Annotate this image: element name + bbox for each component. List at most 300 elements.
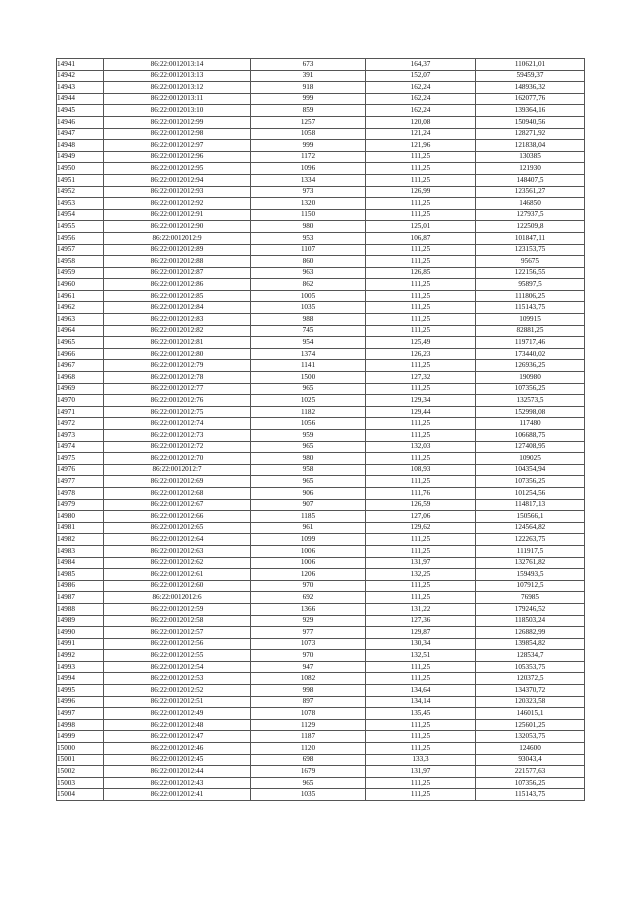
specific-value-cell: 162,24 bbox=[366, 105, 476, 117]
area-cell: 1206 bbox=[251, 569, 366, 581]
table-row bbox=[57, 244, 585, 256]
table-row bbox=[57, 186, 585, 198]
cadastral-value-cell: 152998,08 bbox=[476, 406, 585, 418]
table-row bbox=[57, 128, 585, 140]
cadastral-number-cell: 86:22:0012012:9 bbox=[104, 232, 251, 244]
row-number-cell: 15004 bbox=[57, 789, 104, 801]
area-cell: 980 bbox=[251, 453, 366, 465]
specific-value-cell: 129,62 bbox=[366, 522, 476, 534]
area-cell: 897 bbox=[251, 696, 366, 708]
specific-value-cell: 111,25 bbox=[366, 580, 476, 592]
specific-value-cell: 127,36 bbox=[366, 615, 476, 627]
specific-value-cell: 125,01 bbox=[366, 221, 476, 233]
cadastral-value-cell: 150940,56 bbox=[476, 116, 585, 128]
cadastral-value-cell: 123561,27 bbox=[476, 186, 585, 198]
cadastral-value-cell: 122156,55 bbox=[476, 267, 585, 279]
area-cell: 970 bbox=[251, 650, 366, 662]
table-row bbox=[57, 453, 585, 465]
specific-value-cell: 129,44 bbox=[366, 406, 476, 418]
table-row bbox=[57, 673, 585, 685]
specific-value-cell: 129,34 bbox=[366, 395, 476, 407]
row-number-cell: 14988 bbox=[57, 603, 104, 615]
row-number-cell: 14955 bbox=[57, 221, 104, 233]
cadastral-value-cell: 105353,75 bbox=[476, 661, 585, 673]
specific-value-cell: 131,22 bbox=[366, 603, 476, 615]
table-row bbox=[57, 360, 585, 372]
cadastral-value-cell: 76985 bbox=[476, 592, 585, 604]
specific-value-cell: 127,06 bbox=[366, 511, 476, 523]
table-row bbox=[57, 696, 585, 708]
row-number-cell: 14997 bbox=[57, 708, 104, 720]
area-cell: 1150 bbox=[251, 209, 366, 221]
table-row bbox=[57, 325, 585, 337]
cadastral-number-cell: 86:22:0012012:48 bbox=[104, 719, 251, 731]
row-number-cell: 14966 bbox=[57, 348, 104, 360]
table-row bbox=[57, 754, 585, 766]
cadastral-number-cell: 86:22:0012012:41 bbox=[104, 789, 251, 801]
area-cell: 929 bbox=[251, 615, 366, 627]
cadastral-value-cell: 126936,25 bbox=[476, 360, 585, 372]
table-row bbox=[57, 499, 585, 511]
cadastral-number-cell: 86:22:0012012:85 bbox=[104, 290, 251, 302]
table-row bbox=[57, 789, 585, 801]
row-number-cell: 14991 bbox=[57, 638, 104, 650]
specific-value-cell: 111,25 bbox=[366, 743, 476, 755]
row-number-cell: 14985 bbox=[57, 569, 104, 581]
cadastral-number-cell: 86:22:0012012:76 bbox=[104, 395, 251, 407]
area-cell: 998 bbox=[251, 685, 366, 697]
cadastral-number-cell: 86:22:0012013:10 bbox=[104, 105, 251, 117]
specific-value-cell: 111,25 bbox=[366, 163, 476, 175]
row-number-cell: 14945 bbox=[57, 105, 104, 117]
area-cell: 961 bbox=[251, 522, 366, 534]
row-number-cell: 14944 bbox=[57, 93, 104, 105]
table-row bbox=[57, 406, 585, 418]
area-cell: 977 bbox=[251, 627, 366, 639]
cadastral-value-cell: 59459,37 bbox=[476, 70, 585, 82]
specific-value-cell: 111,25 bbox=[366, 325, 476, 337]
row-number-cell: 15001 bbox=[57, 754, 104, 766]
area-cell: 1257 bbox=[251, 116, 366, 128]
cadastral-number-cell: 86:22:0012012:53 bbox=[104, 673, 251, 685]
cadastral-value-cell: 148936,32 bbox=[476, 82, 585, 94]
cadastral-value-cell: 148407,5 bbox=[476, 174, 585, 186]
table-row bbox=[57, 487, 585, 499]
specific-value-cell: 121,24 bbox=[366, 128, 476, 140]
specific-value-cell: 111,25 bbox=[366, 777, 476, 789]
row-number-cell: 14975 bbox=[57, 453, 104, 465]
specific-value-cell: 164,37 bbox=[366, 59, 476, 71]
table-row bbox=[57, 430, 585, 442]
cadastral-value-table bbox=[56, 58, 585, 801]
area-cell: 1073 bbox=[251, 638, 366, 650]
area-cell: 1187 bbox=[251, 731, 366, 743]
table-row bbox=[57, 511, 585, 523]
cadastral-number-cell: 86:22:0012012:47 bbox=[104, 731, 251, 743]
cadastral-number-cell: 86:22:0012012:58 bbox=[104, 615, 251, 627]
cadastral-number-cell: 86:22:0012012:51 bbox=[104, 696, 251, 708]
table-row bbox=[57, 534, 585, 546]
area-cell: 1185 bbox=[251, 511, 366, 523]
table-row bbox=[57, 569, 585, 581]
area-cell: 1129 bbox=[251, 719, 366, 731]
area-cell: 947 bbox=[251, 661, 366, 673]
specific-value-cell: 111,25 bbox=[366, 290, 476, 302]
cadastral-number-cell: 86:22:0012012:80 bbox=[104, 348, 251, 360]
specific-value-cell: 108,93 bbox=[366, 464, 476, 476]
row-number-cell: 14942 bbox=[57, 70, 104, 82]
cadastral-value-cell: 111806,25 bbox=[476, 290, 585, 302]
table-row bbox=[57, 766, 585, 778]
specific-value-cell: 134,64 bbox=[366, 685, 476, 697]
row-number-cell: 14994 bbox=[57, 673, 104, 685]
row-number-cell: 14971 bbox=[57, 406, 104, 418]
row-number-cell: 14987 bbox=[57, 592, 104, 604]
specific-value-cell: 111,25 bbox=[366, 151, 476, 163]
row-number-cell: 15002 bbox=[57, 766, 104, 778]
cadastral-number-cell: 86:22:0012012:75 bbox=[104, 406, 251, 418]
specific-value-cell: 131,97 bbox=[366, 557, 476, 569]
row-number-cell: 14953 bbox=[57, 198, 104, 210]
cadastral-number-cell: 86:22:0012012:77 bbox=[104, 383, 251, 395]
cadastral-value-cell: 130385 bbox=[476, 151, 585, 163]
cadastral-value-cell: 110621,01 bbox=[476, 59, 585, 71]
specific-value-cell: 111,76 bbox=[366, 487, 476, 499]
row-number-cell: 14952 bbox=[57, 186, 104, 198]
table-row bbox=[57, 661, 585, 673]
area-cell: 906 bbox=[251, 487, 366, 499]
cadastral-value-cell: 179246,52 bbox=[476, 603, 585, 615]
specific-value-cell: 111,25 bbox=[366, 418, 476, 430]
cadastral-number-cell: 86:22:0012012:57 bbox=[104, 627, 251, 639]
table-row bbox=[57, 719, 585, 731]
area-cell: 673 bbox=[251, 59, 366, 71]
cadastral-value-cell: 146015,1 bbox=[476, 708, 585, 720]
cadastral-number-cell: 86:22:0012012:60 bbox=[104, 580, 251, 592]
area-cell: 1141 bbox=[251, 360, 366, 372]
specific-value-cell: 111,25 bbox=[366, 244, 476, 256]
cadastral-number-cell: 86:22:0012012:52 bbox=[104, 685, 251, 697]
row-number-cell: 14962 bbox=[57, 302, 104, 314]
table-row bbox=[57, 151, 585, 163]
row-number-cell: 14950 bbox=[57, 163, 104, 175]
cadastral-value-cell: 109025 bbox=[476, 453, 585, 465]
specific-value-cell: 162,24 bbox=[366, 82, 476, 94]
specific-value-cell: 111,25 bbox=[366, 719, 476, 731]
area-cell: 1366 bbox=[251, 603, 366, 615]
cadastral-value-cell: 134370,72 bbox=[476, 685, 585, 697]
table-row bbox=[57, 592, 585, 604]
row-number-cell: 14976 bbox=[57, 464, 104, 476]
cadastral-value-cell: 127408,95 bbox=[476, 441, 585, 453]
cadastral-value-cell: 173440,02 bbox=[476, 348, 585, 360]
table-row bbox=[57, 93, 585, 105]
area-cell: 1056 bbox=[251, 418, 366, 430]
specific-value-cell: 130,34 bbox=[366, 638, 476, 650]
table-row bbox=[57, 174, 585, 186]
cadastral-number-cell: 86:22:0012012:68 bbox=[104, 487, 251, 499]
cadastral-number-cell: 86:22:0012012:64 bbox=[104, 534, 251, 546]
area-cell: 860 bbox=[251, 256, 366, 268]
cadastral-number-cell: 86:22:0012012:69 bbox=[104, 476, 251, 488]
cadastral-value-cell: 119717,46 bbox=[476, 337, 585, 349]
cadastral-value-cell: 114817,13 bbox=[476, 499, 585, 511]
table-row bbox=[57, 59, 585, 71]
cadastral-value-cell: 111917,5 bbox=[476, 545, 585, 557]
table-row bbox=[57, 290, 585, 302]
table-row bbox=[57, 545, 585, 557]
cadastral-value-cell: 123153,75 bbox=[476, 244, 585, 256]
cadastral-value-cell: 93043,4 bbox=[476, 754, 585, 766]
cadastral-number-cell: 86:22:0012012:43 bbox=[104, 777, 251, 789]
row-number-cell: 14972 bbox=[57, 418, 104, 430]
row-number-cell: 14999 bbox=[57, 731, 104, 743]
area-cell: 1107 bbox=[251, 244, 366, 256]
area-cell: 970 bbox=[251, 580, 366, 592]
cadastral-value-cell: 120372,5 bbox=[476, 673, 585, 685]
specific-value-cell: 111,25 bbox=[366, 731, 476, 743]
cadastral-number-cell: 86:22:0012012:55 bbox=[104, 650, 251, 662]
cadastral-value-cell: 95675 bbox=[476, 256, 585, 268]
row-number-cell: 14973 bbox=[57, 430, 104, 442]
table-row bbox=[57, 82, 585, 94]
specific-value-cell: 133,3 bbox=[366, 754, 476, 766]
row-number-cell: 15003 bbox=[57, 777, 104, 789]
area-cell: 1099 bbox=[251, 534, 366, 546]
row-number-cell: 14948 bbox=[57, 140, 104, 152]
specific-value-cell: 111,25 bbox=[366, 302, 476, 314]
cadastral-value-cell: 132761,82 bbox=[476, 557, 585, 569]
table-row bbox=[57, 650, 585, 662]
cadastral-value-cell: 121838,04 bbox=[476, 140, 585, 152]
cadastral-number-cell: 86:22:0012012:88 bbox=[104, 256, 251, 268]
cadastral-value-cell: 132573,5 bbox=[476, 395, 585, 407]
table-row bbox=[57, 418, 585, 430]
cadastral-number-cell: 86:22:0012012:66 bbox=[104, 511, 251, 523]
specific-value-cell: 135,45 bbox=[366, 708, 476, 720]
specific-value-cell: 131,97 bbox=[366, 766, 476, 778]
row-number-cell: 14998 bbox=[57, 719, 104, 731]
cadastral-number-cell: 86:22:0012012:99 bbox=[104, 116, 251, 128]
cadastral-value-cell: 124600 bbox=[476, 743, 585, 755]
area-cell: 988 bbox=[251, 314, 366, 326]
row-number-cell: 14961 bbox=[57, 290, 104, 302]
cadastral-number-cell: 86:22:0012012:70 bbox=[104, 453, 251, 465]
specific-value-cell: 111,25 bbox=[366, 789, 476, 801]
table-row bbox=[57, 348, 585, 360]
area-cell: 1334 bbox=[251, 174, 366, 186]
cadastral-value-cell: 146850 bbox=[476, 198, 585, 210]
row-number-cell: 14979 bbox=[57, 499, 104, 511]
cadastral-number-cell: 86:22:0012013:12 bbox=[104, 82, 251, 94]
table-row bbox=[57, 314, 585, 326]
table-row bbox=[57, 279, 585, 291]
cadastral-value-cell: 118503,24 bbox=[476, 615, 585, 627]
row-number-cell: 14977 bbox=[57, 476, 104, 488]
cadastral-number-cell: 86:22:0012012:45 bbox=[104, 754, 251, 766]
cadastral-value-cell: 121930 bbox=[476, 163, 585, 175]
row-number-cell: 14970 bbox=[57, 395, 104, 407]
cadastral-value-cell: 115143,75 bbox=[476, 302, 585, 314]
table-row bbox=[57, 731, 585, 743]
table-row bbox=[57, 615, 585, 627]
cadastral-number-cell: 86:22:0012013:13 bbox=[104, 70, 251, 82]
cadastral-value-cell: 95897,5 bbox=[476, 279, 585, 291]
area-cell: 1120 bbox=[251, 743, 366, 755]
cadastral-number-cell: 86:22:0012013:11 bbox=[104, 93, 251, 105]
table-row bbox=[57, 395, 585, 407]
cadastral-number-cell: 86:22:0012012:79 bbox=[104, 360, 251, 372]
area-cell: 1182 bbox=[251, 406, 366, 418]
cadastral-number-cell: 86:22:0012012:86 bbox=[104, 279, 251, 291]
row-number-cell: 15000 bbox=[57, 743, 104, 755]
cadastral-number-cell: 86:22:0012012:54 bbox=[104, 661, 251, 673]
specific-value-cell: 111,25 bbox=[366, 592, 476, 604]
area-cell: 1320 bbox=[251, 198, 366, 210]
area-cell: 965 bbox=[251, 441, 366, 453]
cadastral-number-cell: 86:22:0012012:95 bbox=[104, 163, 251, 175]
row-number-cell: 14995 bbox=[57, 685, 104, 697]
specific-value-cell: 126,59 bbox=[366, 499, 476, 511]
row-number-cell: 14996 bbox=[57, 696, 104, 708]
row-number-cell: 14949 bbox=[57, 151, 104, 163]
row-number-cell: 14993 bbox=[57, 661, 104, 673]
cadastral-value-cell: 132053,75 bbox=[476, 731, 585, 743]
row-number-cell: 14960 bbox=[57, 279, 104, 291]
row-number-cell: 14969 bbox=[57, 383, 104, 395]
row-number-cell: 14954 bbox=[57, 209, 104, 221]
area-cell: 391 bbox=[251, 70, 366, 82]
table-row bbox=[57, 372, 585, 384]
cadastral-number-cell: 86:22:0012012:73 bbox=[104, 430, 251, 442]
area-cell: 1006 bbox=[251, 545, 366, 557]
table-row bbox=[57, 267, 585, 279]
cadastral-number-cell: 86:22:0012012:97 bbox=[104, 140, 251, 152]
table-row bbox=[57, 743, 585, 755]
cadastral-value-cell: 104354,94 bbox=[476, 464, 585, 476]
specific-value-cell: 111,25 bbox=[366, 174, 476, 186]
table-row bbox=[57, 708, 585, 720]
row-number-cell: 14978 bbox=[57, 487, 104, 499]
specific-value-cell: 111,25 bbox=[366, 314, 476, 326]
table-row bbox=[57, 441, 585, 453]
table-body bbox=[57, 59, 585, 801]
cadastral-number-cell: 86:22:0012012:7 bbox=[104, 464, 251, 476]
area-cell: 1679 bbox=[251, 766, 366, 778]
area-cell: 1078 bbox=[251, 708, 366, 720]
cadastral-number-cell: 86:22:0012013:14 bbox=[104, 59, 251, 71]
specific-value-cell: 126,85 bbox=[366, 267, 476, 279]
area-cell: 1374 bbox=[251, 348, 366, 360]
cadastral-value-cell: 107912,5 bbox=[476, 580, 585, 592]
area-cell: 1500 bbox=[251, 372, 366, 384]
specific-value-cell: 129,87 bbox=[366, 627, 476, 639]
table-row bbox=[57, 522, 585, 534]
cadastral-number-cell: 86:22:0012012:63 bbox=[104, 545, 251, 557]
cadastral-number-cell: 86:22:0012012:84 bbox=[104, 302, 251, 314]
area-cell: 999 bbox=[251, 93, 366, 105]
cadastral-number-cell: 86:22:0012012:90 bbox=[104, 221, 251, 233]
area-cell: 1006 bbox=[251, 557, 366, 569]
row-number-cell: 14951 bbox=[57, 174, 104, 186]
area-cell: 745 bbox=[251, 325, 366, 337]
cadastral-value-cell: 124564,82 bbox=[476, 522, 585, 534]
row-number-cell: 14984 bbox=[57, 557, 104, 569]
specific-value-cell: 111,25 bbox=[366, 534, 476, 546]
table-row bbox=[57, 163, 585, 175]
specific-value-cell: 126,99 bbox=[366, 186, 476, 198]
cadastral-value-cell: 120323,58 bbox=[476, 696, 585, 708]
row-number-cell: 14989 bbox=[57, 615, 104, 627]
row-number-cell: 14946 bbox=[57, 116, 104, 128]
area-cell: 980 bbox=[251, 221, 366, 233]
row-number-cell: 14967 bbox=[57, 360, 104, 372]
cadastral-value-cell: 82881,25 bbox=[476, 325, 585, 337]
cadastral-number-cell: 86:22:0012012:72 bbox=[104, 441, 251, 453]
cadastral-value-cell: 101847,11 bbox=[476, 232, 585, 244]
cadastral-value-cell: 122509,8 bbox=[476, 221, 585, 233]
row-number-cell: 14941 bbox=[57, 59, 104, 71]
cadastral-value-cell: 109915 bbox=[476, 314, 585, 326]
cadastral-value-cell: 106688,75 bbox=[476, 430, 585, 442]
specific-value-cell: 111,25 bbox=[366, 360, 476, 372]
cadastral-value-cell: 117480 bbox=[476, 418, 585, 430]
area-cell: 918 bbox=[251, 82, 366, 94]
specific-value-cell: 111,25 bbox=[366, 476, 476, 488]
table-row bbox=[57, 603, 585, 615]
table-row bbox=[57, 476, 585, 488]
cadastral-number-cell: 86:22:0012012:96 bbox=[104, 151, 251, 163]
specific-value-cell: 120,08 bbox=[366, 116, 476, 128]
cadastral-value-cell: 126882,99 bbox=[476, 627, 585, 639]
area-cell: 692 bbox=[251, 592, 366, 604]
cadastral-value-cell: 139854,82 bbox=[476, 638, 585, 650]
cadastral-number-cell: 86:22:0012012:98 bbox=[104, 128, 251, 140]
row-number-cell: 14990 bbox=[57, 627, 104, 639]
specific-value-cell: 111,25 bbox=[366, 430, 476, 442]
table-row bbox=[57, 140, 585, 152]
row-number-cell: 14957 bbox=[57, 244, 104, 256]
table-row bbox=[57, 198, 585, 210]
area-cell: 965 bbox=[251, 383, 366, 395]
cadastral-value-cell: 128271,92 bbox=[476, 128, 585, 140]
cadastral-number-cell: 86:22:0012012:89 bbox=[104, 244, 251, 256]
table-row bbox=[57, 70, 585, 82]
row-number-cell: 14956 bbox=[57, 232, 104, 244]
cadastral-number-cell: 86:22:0012012:91 bbox=[104, 209, 251, 221]
cadastral-value-cell: 190980 bbox=[476, 372, 585, 384]
area-cell: 698 bbox=[251, 754, 366, 766]
table-row bbox=[57, 337, 585, 349]
specific-value-cell: 111,25 bbox=[366, 198, 476, 210]
specific-value-cell: 132,03 bbox=[366, 441, 476, 453]
table-row bbox=[57, 777, 585, 789]
row-number-cell: 14963 bbox=[57, 314, 104, 326]
area-cell: 954 bbox=[251, 337, 366, 349]
cadastral-number-cell: 86:22:0012012:78 bbox=[104, 372, 251, 384]
row-number-cell: 14974 bbox=[57, 441, 104, 453]
area-cell: 1025 bbox=[251, 395, 366, 407]
row-number-cell: 14986 bbox=[57, 580, 104, 592]
row-number-cell: 14992 bbox=[57, 650, 104, 662]
area-cell: 862 bbox=[251, 279, 366, 291]
area-cell: 973 bbox=[251, 186, 366, 198]
row-number-cell: 14980 bbox=[57, 511, 104, 523]
area-cell: 1096 bbox=[251, 163, 366, 175]
cadastral-value-cell: 107356,25 bbox=[476, 476, 585, 488]
cadastral-number-cell: 86:22:0012012:67 bbox=[104, 499, 251, 511]
cadastral-number-cell: 86:22:0012012:92 bbox=[104, 198, 251, 210]
